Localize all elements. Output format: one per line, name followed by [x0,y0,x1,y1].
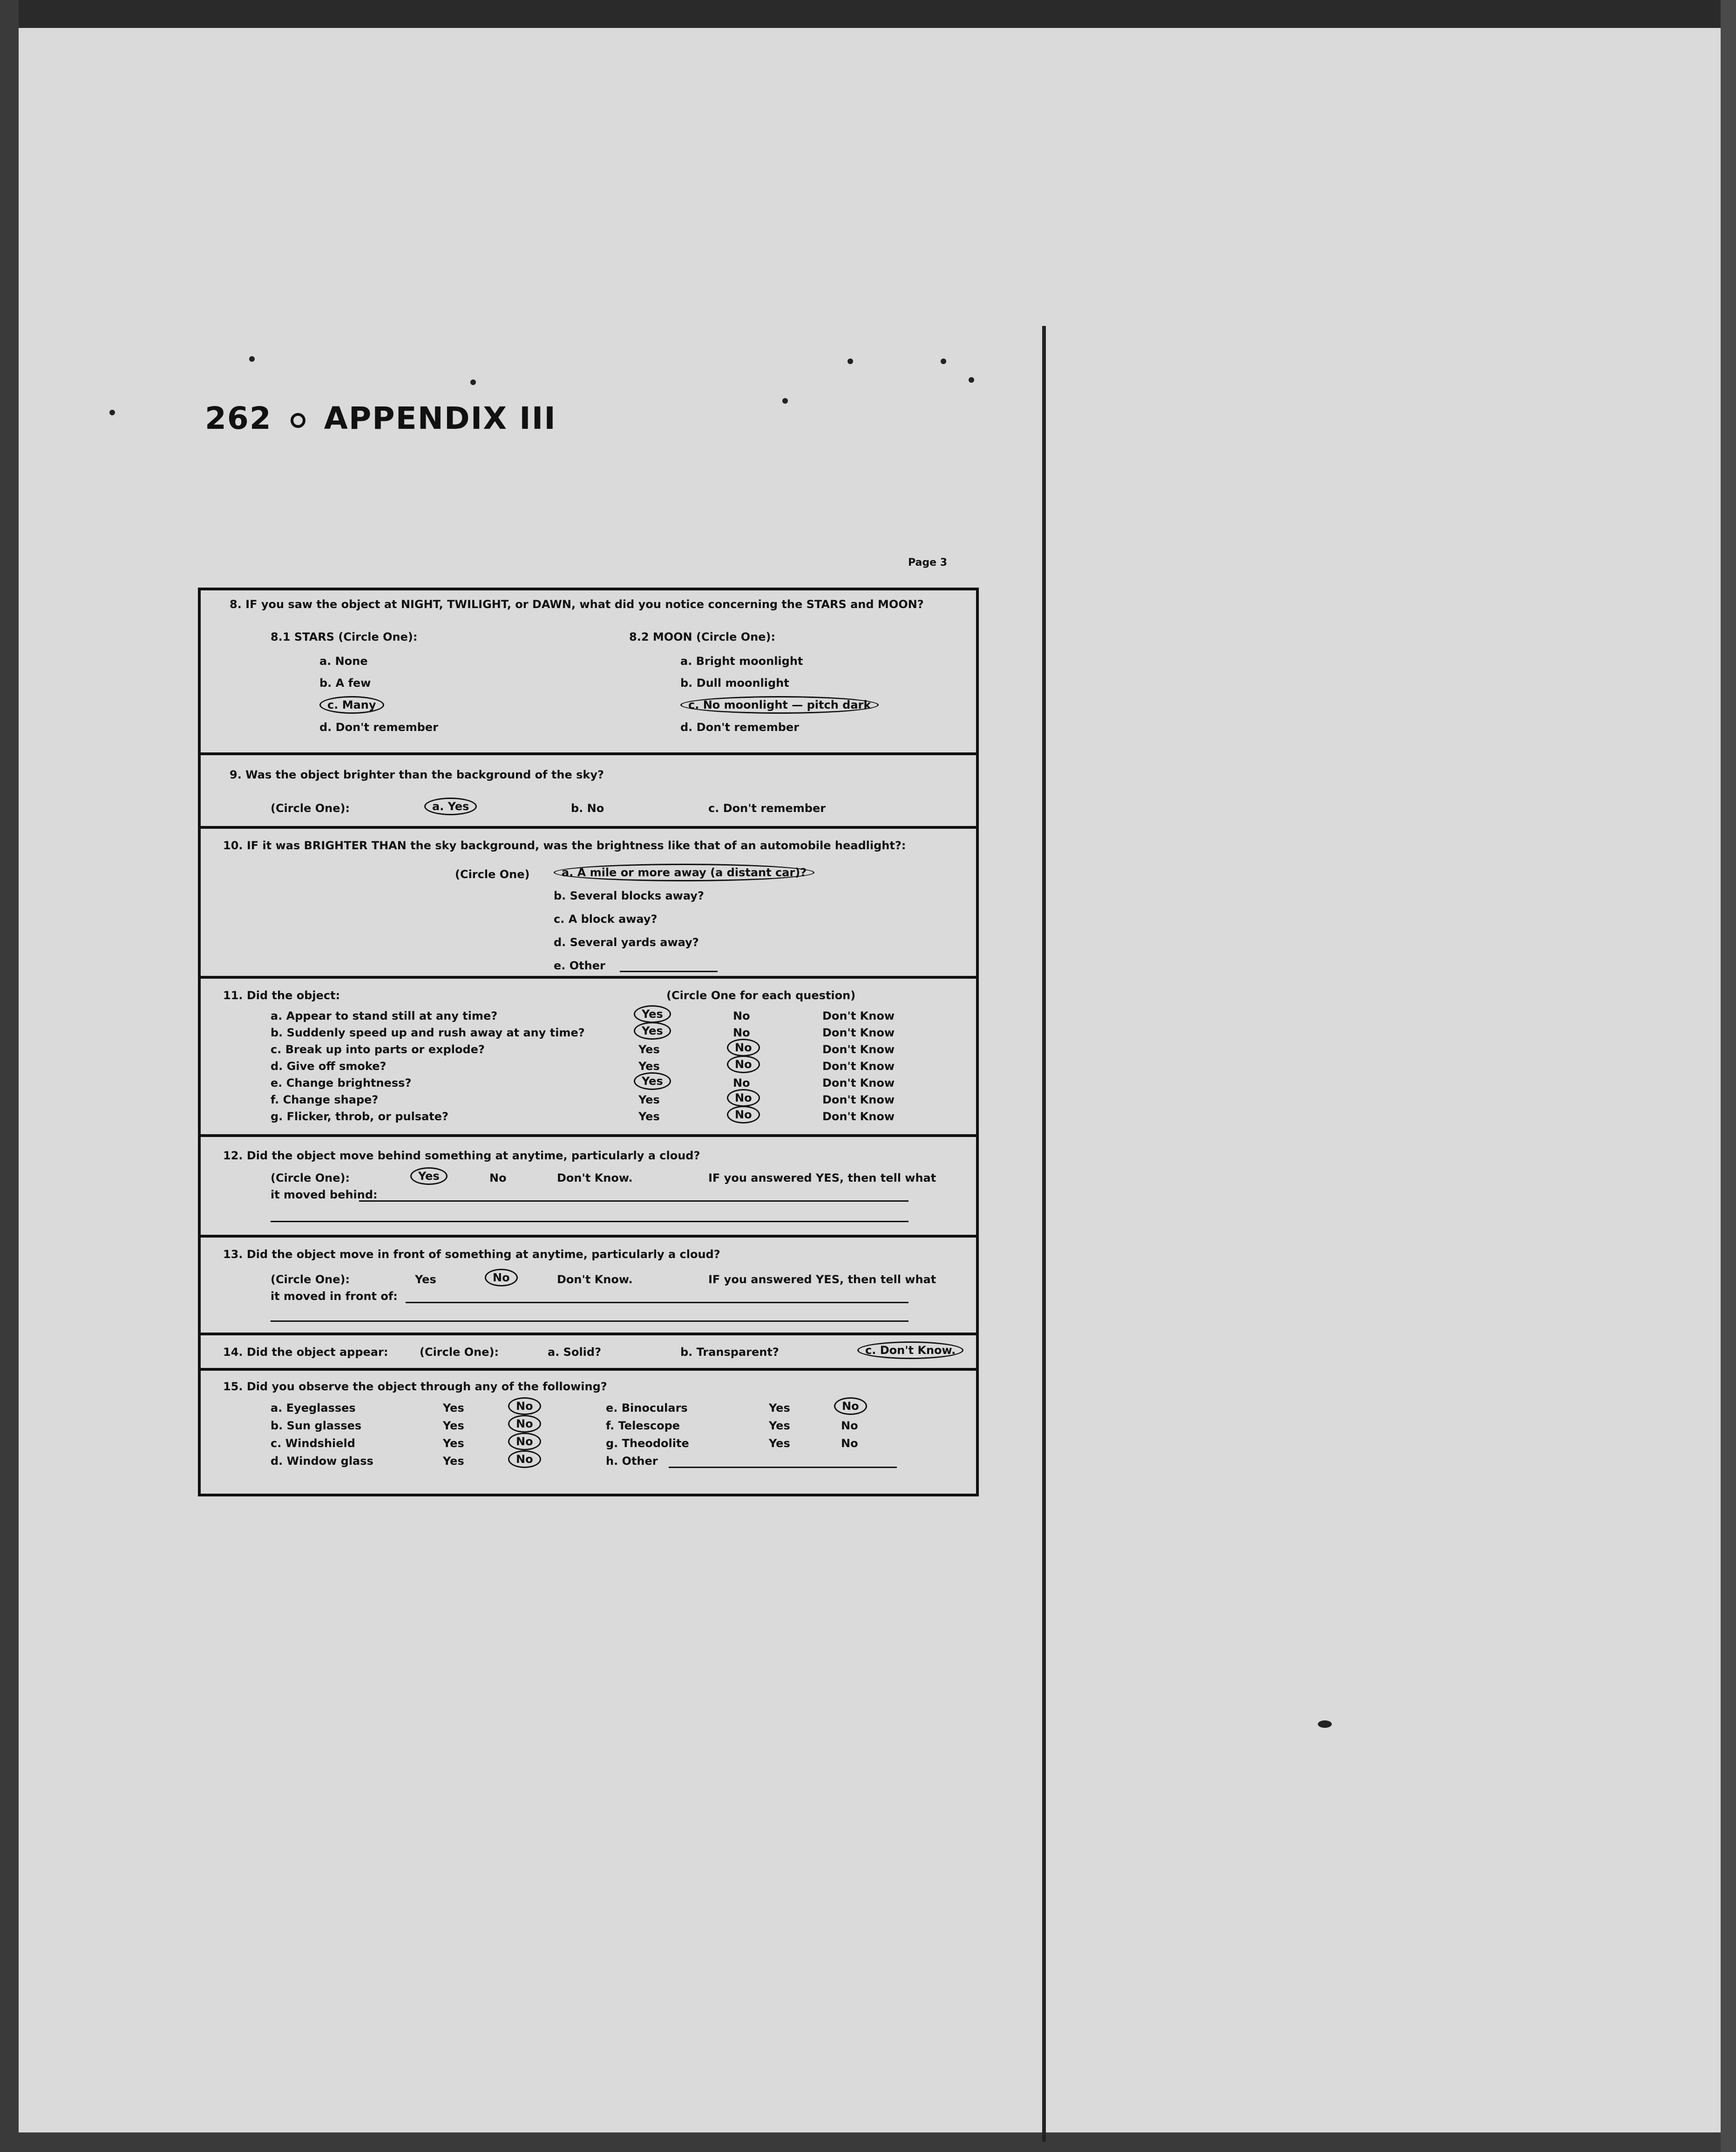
scan-border-right [1721,0,1736,2152]
circle-one-label: (Circle One): [271,1171,350,1184]
scan-speck [848,359,853,364]
q11-item: b. Suddenly speed up and rush away at any time? [271,1026,585,1039]
no-option: No [733,1026,750,1039]
no-option [727,1108,760,1121]
yes-option: Yes [443,1401,464,1414]
dont-know-option: Don't Know [822,1076,895,1090]
no-option [508,1417,541,1430]
no-option: No [489,1171,507,1184]
q15-item: h. Other [606,1455,658,1468]
no-option: No [841,1419,858,1432]
yes-option: Yes [443,1437,464,1450]
q11-item: c. Break up into parts or explode? [271,1043,485,1056]
question-11-text: 11. Did the object: [223,989,340,1002]
moon-option: a. Bright moonlight [680,655,803,668]
scan-border-top [0,0,1736,28]
question-10-section [198,826,979,976]
question-9-text: 9. Was the object brighter than the background of the sky? [230,768,604,781]
question-12-section [198,1134,979,1235]
yes-option: Yes [769,1401,790,1414]
question-14-text: 14. Did the object appear: [223,1346,388,1359]
dont-know-option: Don't Know. [557,1171,633,1184]
yes-option [634,1024,671,1037]
followup-text: IF you answered YES, then tell what [708,1273,936,1286]
scan-speck [109,410,115,415]
yes-option: Yes [638,1093,660,1106]
q11-item: e. Change brightness? [271,1076,412,1090]
no-option: No [841,1437,858,1450]
q11-item: g. Flicker, throb, or pulsate? [271,1110,448,1123]
no-option [508,1435,541,1448]
circle-one-label: (Circle One) [455,868,530,881]
answer-line [359,1200,909,1202]
yes-option [410,1170,448,1183]
question-11-section [198,976,979,1134]
yes-option: Yes [769,1437,790,1450]
no-option [834,1400,867,1413]
no-option [508,1400,541,1413]
moon-option [680,698,879,711]
q10-option-circled: a. A mile or more away (a distant car)? [554,864,814,881]
dont-know-option: Don't Know. [557,1273,633,1286]
followup-text: IF you answered YES, then tell what [708,1171,936,1184]
stars-option: d. Don't remember [319,721,439,734]
moon-option: b. Dull moonlight [680,677,789,690]
dont-know-option: Don't Know [822,1026,895,1039]
stars-option [319,698,384,711]
stars-option: a. None [319,655,368,668]
page-heading [205,400,556,436]
stars-option: b. A few [319,677,371,690]
scan-speck [1318,1720,1332,1728]
q15-item: f. Telescope [606,1419,680,1432]
circle-one-label: (Circle One): [271,1273,350,1286]
dont-know-option: Don't Know [822,1060,895,1073]
yes-option-circled: Yes [634,1022,671,1040]
q15-item: e. Binoculars [606,1401,688,1414]
q9-option [424,800,477,813]
question-10-text: 10. IF it was BRIGHTER THAN the sky background, was the brightness like that of an automobile headlight?: [223,839,906,852]
yes-option: Yes [638,1110,660,1123]
question-15-text: 15. Did you observe the object through any of the following? [223,1380,607,1393]
answer-line [271,1221,909,1222]
q15-item: d. Window glass [271,1455,373,1468]
dont-know-option: Don't Know [822,1009,895,1022]
q11-item: a. Appear to stand still at any time? [271,1009,498,1022]
no-option-circled: No [727,1039,760,1056]
q9-option: b. No [571,802,604,815]
scan-speck [782,398,788,404]
question-9-section [198,752,979,826]
q14-option: b. Transparent? [680,1346,779,1359]
scan-speck [249,356,255,362]
bullet-icon [291,413,305,428]
page-fold-line [1042,326,1046,2142]
yes-option: Yes [638,1043,660,1056]
q11-item: f. Change shape? [271,1093,379,1106]
form-page-label: Page 3 [908,557,948,568]
q14-option-circled: c. Don't Know. [857,1341,963,1359]
stars-title: 8.1 STARS (Circle One): [271,630,418,643]
q15-item: g. Theodolite [606,1437,689,1450]
q10-option: e. Other [554,959,605,972]
q9-option: c. Don't remember [708,802,826,815]
yes-option-circled: Yes [634,1005,671,1023]
dont-know-option: Don't Know [822,1093,895,1106]
no-option-circled: No [508,1397,541,1415]
q15-item: b. Sun glasses [271,1419,362,1432]
question-12-text: 12. Did the object move behind something at anytime, particularly a cloud? [223,1149,700,1162]
circle-one-label: (Circle One): [271,802,350,815]
q10-option [554,866,814,879]
yes-option-circled: Yes [410,1167,448,1185]
no-option-circled: No [834,1397,867,1415]
moon-option: d. Don't remember [680,721,800,734]
answer-line [271,1320,909,1322]
yes-option: Yes [443,1455,464,1468]
appendix-title: APPENDIX III [324,400,556,436]
yes-option: Yes [415,1273,436,1286]
dont-know-option: Don't Know [822,1043,895,1056]
no-option-circled: No [485,1269,518,1286]
q14-option [857,1344,963,1357]
q15-item: a. Eyeglasses [271,1401,356,1414]
yes-option: Yes [443,1419,464,1432]
q10-option: b. Several blocks away? [554,889,704,902]
scan-border-left [0,0,19,2152]
q11-item: d. Give off smoke? [271,1060,387,1073]
other-answer-line [620,971,718,972]
page-number: 262 [205,400,272,436]
moon-option-circled: c. No moonlight — pitch dark [680,696,879,714]
no-option-circled: No [508,1433,541,1450]
moon-title: 8.2 MOON (Circle One): [629,630,776,643]
q9-option-circled: a. Yes [424,798,477,815]
followup-text: it moved in front of: [271,1290,398,1303]
no-option: No [733,1009,750,1022]
no-option-circled: No [727,1106,760,1123]
no-option-circled: No [508,1450,541,1468]
question-13-section [198,1235,979,1333]
question-13-text: 13. Did the object move in front of something at anytime, particularly a cloud? [223,1248,720,1261]
yes-option: Yes [638,1060,660,1073]
followup-text: it moved behind: [271,1188,378,1201]
yes-option [634,1075,671,1088]
q10-option: c. A block away? [554,913,658,926]
no-option-circled: No [727,1089,760,1107]
q14-option: a. Solid? [548,1346,601,1359]
no-option-circled: No [508,1415,541,1433]
no-option: No [733,1076,750,1090]
stars-option-circled: c. Many [319,696,384,714]
q10-option: d. Several yards away? [554,936,699,949]
scan-speck [470,379,476,385]
scan-speck [941,359,946,364]
dont-know-option: Don't Know [822,1110,895,1123]
question-14-section [198,1333,979,1368]
other-answer-line [669,1467,897,1468]
no-option [727,1058,760,1071]
scan-speck [969,377,974,383]
q15-item: c. Windshield [271,1437,355,1450]
no-option-circled: No [727,1056,760,1073]
yes-option-circled: Yes [634,1072,671,1090]
yes-option [634,1008,671,1021]
no-option [485,1271,518,1284]
scan-border-bottom [0,2132,1736,2152]
no-option [727,1041,760,1054]
no-option [508,1453,541,1466]
circle-one-label: (Circle One): [420,1346,499,1359]
question-8-text: 8. IF you saw the object at NIGHT, TWILIGHT, or DAWN, what did you notice concerning the STARS and MOON? [230,598,924,611]
question-15-section [198,1368,979,1496]
circle-one-label: (Circle One for each question) [666,989,856,1002]
question-8-section [198,588,979,752]
no-option [727,1091,760,1104]
answer-line [406,1302,909,1303]
yes-option: Yes [769,1419,790,1432]
